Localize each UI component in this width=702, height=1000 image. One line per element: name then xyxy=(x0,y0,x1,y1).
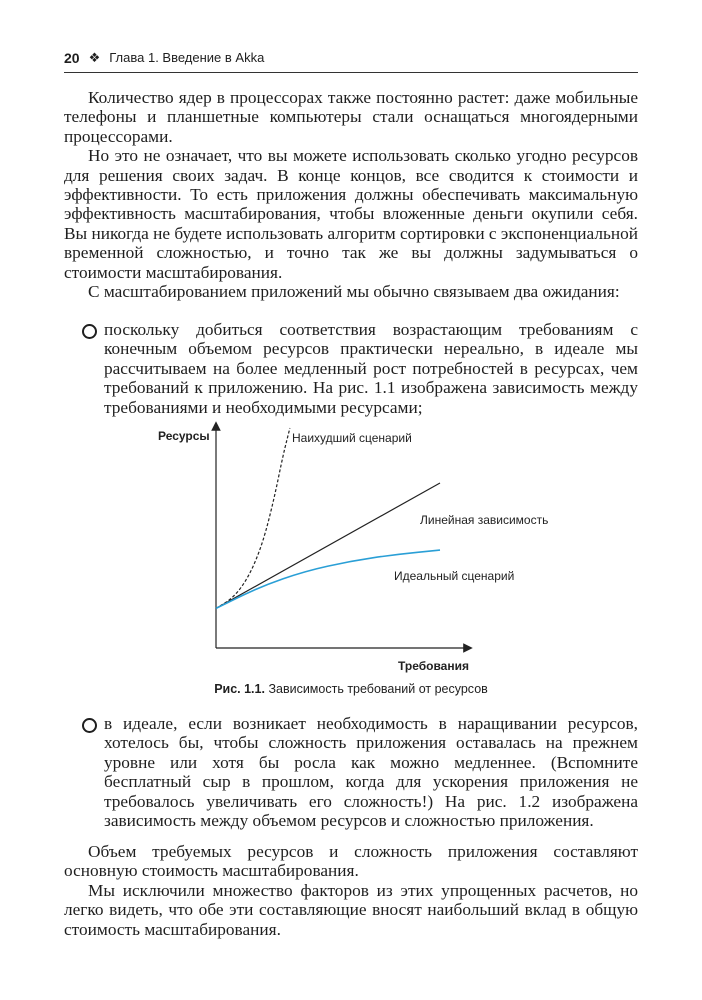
series-line-1 xyxy=(216,483,440,608)
running-header xyxy=(64,50,638,73)
series-label-ideal: Идеальный сценарий xyxy=(394,569,515,583)
page-number: 20 xyxy=(64,50,80,66)
bullet-circle-icon xyxy=(82,714,104,830)
body-text-top xyxy=(64,88,638,301)
paragraph: С масштабированием приложений мы обычно связываем два ожидания: xyxy=(88,282,620,302)
bullet-circle-icon xyxy=(82,320,104,417)
list-item-text: поскольку добиться соответствия возрастающим требованиям с конечным объемом ресурсов практически нереально, в идеале мы рассчитываем на более медленный рост потребностей в ресурсах, чем требований к приложению. На рис. 1.1 изображена зависимость между требованиями и необходимыми ресурсами; xyxy=(104,320,638,417)
series-label-worst: Наихудший сценарий xyxy=(292,431,412,445)
x-axis-label: Требования xyxy=(398,659,469,673)
y-axis-label: Ресурсы xyxy=(158,429,210,443)
figure-caption xyxy=(0,682,702,696)
series-line-0 xyxy=(216,428,290,608)
caption-text: Зависимость требований от ресурсов xyxy=(268,682,488,696)
list-item-text: в идеале, если возникает необходимость в наращивании ресурсов, хотелось бы, чтобы сложность приложения оставалась на прежнем уровне или хотя бы росла как можно медленнее. (Вспомните бесплатный сыр в прошлом, когда для ускорения приложения не требовалось увеличивать его сложность!) На рис. 1.2 изображена зависимость между объемом ресурсов и сложностью приложения. xyxy=(104,714,638,831)
series-label-linear: Линейная зависимость xyxy=(420,513,549,527)
ornament-icon: ❖ xyxy=(88,50,101,65)
paragraph: Мы исключили множество факторов из этих упрощенных расчетов, но легко видеть, что обе эти составляющие вносят наибольший вклад в общую стоимость масштабирования. xyxy=(64,880,638,939)
list-item xyxy=(82,714,638,830)
chapter-title: Глава 1. Введение в Akka xyxy=(109,50,265,65)
paragraph: Количество ядер в процессорах также постоянно растет: даже мобильные телефоны и планшетные компьютеры стали оснащаться многоядерными процессорами. xyxy=(64,88,638,146)
paragraph: Но это не означает, что вы можете использовать сколько угодно ресурсов для решения своих задач. В конце концов, все сводится к стоимости и эффективности. То есть приложения должны обеспечивать максимальную эффективность масштабирования, чтобы вложенные деньги окупили себя. Вы никогда не будете использовать алгоритм сортировки с экспоненциальной временной сложностью, и точно так же вы должны задумываться о стоимости масштабирования. xyxy=(64,146,638,282)
paragraph: Объем требуемых ресурсов и сложность приложения составляют основную стоимость масштабирования. xyxy=(64,842,638,881)
list-item xyxy=(82,320,638,417)
caption-number: Рис. 1.1. xyxy=(214,682,265,696)
body-text-bottom xyxy=(64,842,638,939)
resources-chart xyxy=(150,420,570,680)
